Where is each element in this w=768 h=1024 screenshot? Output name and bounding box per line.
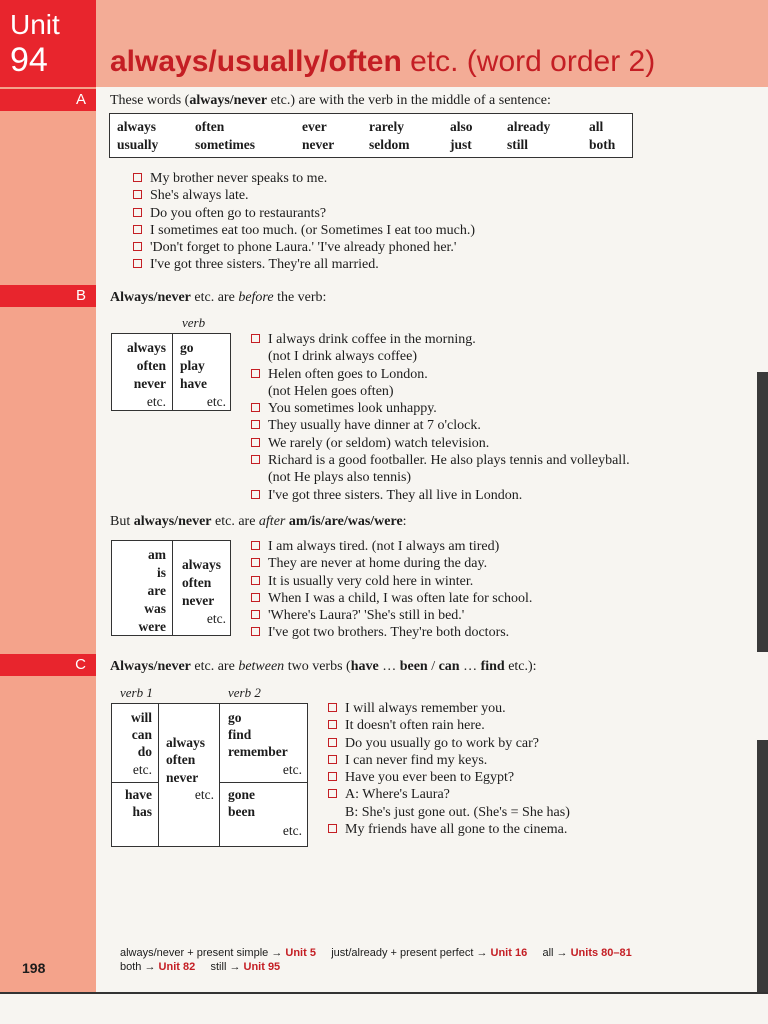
example-item [251, 435, 630, 452]
table-cell: play [180, 358, 205, 373]
example-item [328, 735, 570, 752]
example-item [251, 487, 630, 504]
word-cell: sometimes [195, 137, 255, 152]
checkbox-icon [328, 703, 337, 712]
checkbox-icon [251, 490, 260, 499]
example-item [251, 538, 532, 555]
example-item [328, 717, 570, 734]
example-item [328, 700, 570, 717]
xref-text: both → [120, 961, 159, 973]
checkbox-icon [328, 789, 337, 798]
checkbox-icon [251, 334, 260, 343]
table-cell: been [228, 804, 255, 819]
checkbox-icon [251, 541, 260, 550]
table-cell: etc. [146, 394, 166, 409]
table-cell: etc. [206, 611, 226, 626]
table-cell: were [138, 619, 166, 634]
xref-link[interactable]: Unit 5 [285, 947, 316, 959]
page-bottom-rule [0, 992, 768, 994]
example-text: My friends have all gone to the cinema. [345, 822, 568, 838]
table-cell: find [228, 727, 252, 742]
checkbox-icon [251, 627, 260, 636]
xref-link[interactable]: Unit 82 [158, 961, 196, 973]
checkbox-icon [133, 173, 142, 182]
example-item [251, 573, 532, 590]
adverb-verb-table [111, 333, 231, 411]
section-a-intro: These words (always/never etc.) are with the verb in the middle of a sentence: [110, 93, 551, 108]
section-b-intro: Always/never etc. are before the verb: [110, 290, 327, 305]
checkbox-icon [133, 208, 142, 217]
xref-link[interactable]: Unit 95 [243, 961, 281, 973]
section-c-marker [0, 654, 96, 676]
cross-references [120, 946, 632, 974]
title-rest: etc. (word order 2) [401, 45, 656, 78]
unit-label: Unit [10, 9, 60, 40]
checkbox-icon [328, 824, 337, 833]
section-c-intro: Always/never etc. are between two verbs (have … been / can … find etc.): [110, 659, 537, 674]
table-cell: never [182, 593, 215, 608]
example-item [133, 239, 475, 256]
example-item [251, 624, 532, 641]
example-text: (not He plays also tennis) [268, 470, 412, 486]
example-text: It doesn't often rain here. [345, 718, 485, 734]
xref-link[interactable]: Unit 16 [490, 947, 528, 959]
example-text: She's always late. [150, 188, 249, 204]
table-cell: etc. [282, 823, 302, 838]
checkbox-icon [251, 420, 260, 429]
table-cell: never [166, 770, 199, 785]
table-cell: will [130, 710, 152, 725]
section-a-letter: A [75, 91, 86, 108]
section-a-marker [0, 89, 96, 111]
checkbox-icon [251, 576, 260, 585]
word-cell: never [302, 137, 335, 152]
unit-number: 94 [10, 41, 48, 79]
checkbox-icon [251, 558, 260, 567]
page-edge [757, 372, 768, 652]
verb-label: verb [182, 315, 206, 330]
example-text: It is usually very cold here in winter. [268, 573, 474, 589]
example-text: I've got three sisters. They're all married. [150, 257, 379, 273]
word-cell: always [117, 119, 157, 134]
word-cell: rarely [369, 119, 404, 134]
checkbox-icon [328, 772, 337, 781]
verb1-label: verb 1 [120, 685, 153, 700]
table-cell: never [133, 376, 166, 391]
xref-link[interactable]: Units 80–81 [570, 947, 632, 959]
unit-badge [0, 0, 96, 87]
example-text: Helen often goes to London. [268, 366, 428, 382]
word-cell: just [450, 137, 472, 152]
table-cell: go [180, 340, 194, 355]
section-b-examples [251, 331, 630, 504]
table-cell: always [126, 340, 166, 355]
page-edge [757, 740, 768, 994]
checkbox-icon [328, 738, 337, 747]
xref-text: always/never + present simple → [120, 947, 286, 959]
example-text: They are never at home during the day. [268, 556, 488, 572]
xref-text: still → [210, 961, 244, 973]
example-item [251, 366, 630, 383]
example-text: You sometimes look unhappy. [268, 401, 437, 417]
table-cell: am [148, 547, 166, 562]
example-text: I will always remember you. [345, 701, 506, 716]
example-text: They usually have dinner at 7 o'clock. [268, 418, 481, 434]
table-cell: has [132, 804, 152, 819]
word-cell: usually [117, 137, 159, 152]
section-b-examples2 [251, 538, 532, 642]
table-cell: always [182, 557, 222, 572]
table-cell: etc. [132, 762, 152, 777]
example-text: Do you often go to restaurants? [150, 205, 327, 221]
word-cell: ever [302, 119, 327, 134]
table-cell: often [136, 358, 166, 373]
section-b-intro2: But always/never etc. are after am/is/are/was/were: [110, 514, 407, 529]
verb2-label: verb 2 [228, 685, 261, 700]
checkbox-icon [328, 755, 337, 764]
page-title [110, 42, 655, 82]
table-cell: always [166, 735, 206, 750]
footer-line-1 [120, 946, 632, 960]
example-note [251, 469, 630, 486]
example-text: B: She's just gone out. (She's = She has) [345, 804, 570, 820]
page-number: 198 [22, 960, 46, 976]
example-item [251, 590, 532, 607]
example-text: (not I drink always coffee) [268, 349, 418, 365]
footer-line-2 [120, 960, 632, 974]
title-bold: always/usually/often [110, 45, 402, 78]
word-cell: still [507, 137, 529, 152]
example-text: I am always tired. (not I always am tired) [268, 539, 500, 554]
section-b-letter: B [75, 287, 86, 304]
example-text: Richard is a good footballer. He also plays tennis and volleyball. [268, 453, 630, 469]
table-cell: often [166, 752, 196, 767]
table-cell: was [144, 601, 166, 616]
checkbox-icon [133, 259, 142, 268]
word-cell: seldom [369, 137, 410, 152]
xref-text: just/already + present perfect → [331, 947, 491, 959]
example-note [328, 804, 570, 821]
example-item [328, 786, 570, 803]
table-cell: can [131, 727, 152, 742]
table-cell: have [180, 376, 207, 391]
checkbox-icon [251, 610, 260, 619]
checkbox-icon [133, 225, 142, 234]
word-cell: already [507, 119, 551, 134]
table-cell: go [228, 710, 242, 725]
checkbox-icon [328, 720, 337, 729]
example-item [328, 752, 570, 769]
checkbox-icon [251, 403, 260, 412]
example-text: My brother never speaks to me. [150, 171, 328, 186]
word-cell: all [589, 119, 604, 134]
table-cell: have [125, 787, 152, 802]
example-text: 'Where's Laura?' 'She's still in bed.' [268, 608, 465, 624]
example-item [251, 417, 630, 434]
example-text: Have you ever been to Egypt? [345, 770, 515, 786]
section-c-letter: C [75, 656, 86, 673]
example-item [133, 170, 475, 187]
example-text: I can never find my keys. [345, 752, 488, 768]
section-a-examples [133, 170, 475, 274]
example-item [251, 331, 630, 348]
example-text: (not Helen goes often) [268, 383, 394, 399]
example-text: Do you usually go to work by car? [345, 735, 540, 751]
example-item [133, 222, 475, 239]
two-verb-table [111, 703, 308, 847]
table-cell: etc. [206, 394, 226, 409]
example-text: I've got two brothers. They're both doctors. [268, 625, 510, 641]
example-item [328, 769, 570, 786]
example-note [251, 383, 630, 400]
example-note [251, 348, 630, 365]
example-text: I've got three sisters. They all live in London. [268, 487, 523, 503]
example-text: I sometimes eat too much. (or Sometimes I eat too much.) [150, 222, 476, 238]
example-item [251, 607, 532, 624]
table-cell: etc. [194, 787, 214, 802]
example-item [133, 205, 475, 222]
sidebar-band [0, 0, 96, 992]
checkbox-icon [251, 369, 260, 378]
example-item [328, 821, 570, 838]
example-text: We rarely (or seldom) watch television. [268, 435, 490, 451]
word-cell: often [195, 119, 225, 134]
checkbox-icon [251, 455, 260, 464]
table-cell: remember [228, 744, 288, 759]
checkbox-icon [133, 190, 142, 199]
section-b-marker [0, 285, 96, 307]
table-cell: etc. [282, 762, 302, 777]
example-item [251, 400, 630, 417]
table-cell: often [182, 575, 212, 590]
example-text: A: Where's Laura? [345, 787, 450, 803]
word-cell: also [450, 119, 473, 134]
table-cell: is [156, 565, 166, 580]
table-cell: are [147, 583, 166, 598]
xref-text: all → [542, 947, 571, 959]
example-text: 'Don't forget to phone Laura.' 'I've already phoned her.' [150, 240, 457, 256]
example-item [133, 256, 475, 273]
example-item [133, 187, 475, 204]
example-item [251, 555, 532, 572]
checkbox-icon [251, 438, 260, 447]
table-cell: do [137, 744, 152, 759]
example-text: When I was a child, I was often late for school. [268, 590, 533, 606]
be-adverb-table [111, 540, 231, 636]
section-c-examples [328, 700, 570, 838]
table-cell: gone [228, 787, 255, 802]
checkbox-icon [251, 593, 260, 602]
example-text: I always drink coffee in the morning. [268, 332, 476, 347]
example-item [251, 452, 630, 469]
word-cell: both [589, 137, 616, 152]
checkbox-icon [133, 242, 142, 251]
